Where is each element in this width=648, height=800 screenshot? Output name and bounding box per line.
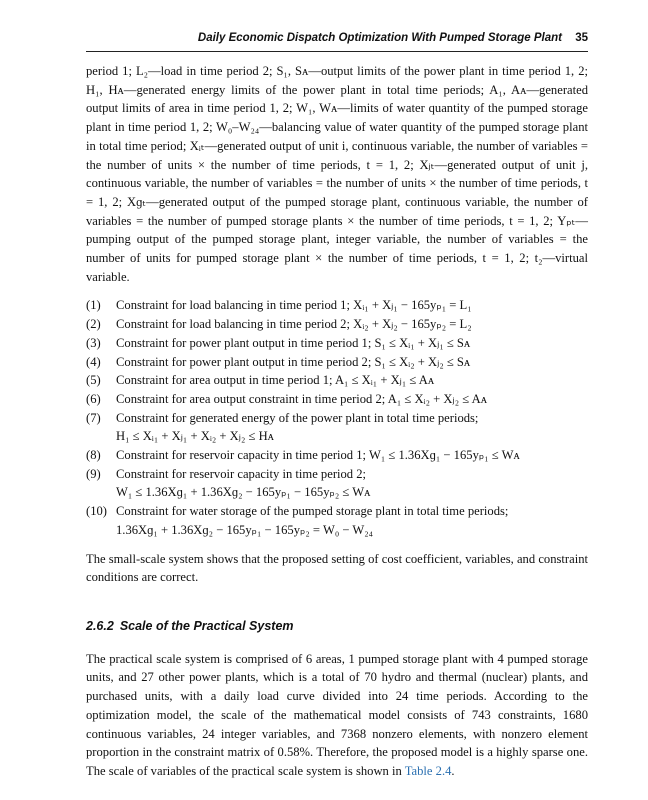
constraint-text: Constraint for power plant output in time period 2; S₁ ≤ Xᵢ₂ + Xⱼ₂ ≤ Sᴀ [116,354,471,369]
constraint-number: (6) [86,391,101,406]
constraint-item [86,315,588,334]
constraint-item [86,296,588,315]
variable-definitions: period 1; L₂—load in time period 2; S₁, Sᴀ—output limits of the power plant in time period 1, 2; H₁, Hᴀ—generated energy limits of the power plant in total time periods; A₁, Aᴀ—generated output limits of area in time period 1, 2; W₁, Wᴀ—limits of water quantity of the pumped storage plant in time period 1, 2; W₀–W₂₄—balancing value of water quantity of the pumped storage plant in total time period; Xᵢₜ—generated output of unit i, continuous variable, the number of variables = the number of units × the number of time periods, t = 1, 2; Xⱼₜ—generated output of unit j, continuous variable, the number of variables = the number of units × the number of time periods, t = 1, 2; Xɡₜ—generated output of the pumped storage plant, continuous variable, the number of variables = the number of pumped storage plants × the number of time periods, t = 1, 2; Yₚₜ—pumping output of the pumped storage plant, integer variable, the number of variables = the number of units for pumped storage plant × the number of time periods, t = 1, 2; t₂—virtual variable. [86,64,588,284]
constraint-text: Constraint for generated energy of the power plant in total time periods; [116,410,479,425]
constraint-text: Constraint for water storage of the pumped storage plant in total time periods; [116,504,509,519]
constraint-item [86,334,588,353]
constraint-number: (7) [86,410,101,425]
constraint-number: (9) [86,466,101,481]
constraint-number: (5) [86,373,101,388]
page-number: 35 [575,32,588,44]
constraint-number: (10) [86,504,107,519]
constraint-item [86,353,588,372]
constraint-text: Constraint for area output in time period 1; A₁ ≤ Xᵢ₁ + Xⱼ₁ ≤ Aᴀ [116,373,435,388]
constraint-text: Constraint for load balancing in time period 1; Xᵢ₁ + Xⱼ₁ − 165yₚ₁ = L₁ [116,298,472,313]
constraint-equation: 1.36Xɡ₁ + 1.36Xɡ₂ − 165yₚ₁ − 165yₚ₂ = W₀ − W₂₄ [116,522,374,537]
constraint-equation: H₁ ≤ Xᵢ₁ + Xⱼ₁ + Xᵢ₂ + Xⱼ₂ ≤ Hᴀ [116,429,274,444]
constraint-item [86,465,588,502]
constraint-number: (1) [86,298,101,313]
section-title: Scale of the Practical System [119,618,294,633]
practical-system-text: The practical scale system is comprised of 6 areas, 1 pumped storage plant with 4 pumped storage units, and 27 other power plants, which is a total of 70 hydro and thermal (nuclear) plants, and purchased units, with a daily load curve divided into 24 time periods. According to the optimization model, the scale of the mathematical model consists of 743 constraints, 1680 continuous variables, 24 integer variables, and 7368 nonzero elements, with nonzero element proportion in the constraint matrix of 0.58%. Therefore, the proposed model is a highly sparse one. The scale of variables of the practical scale system is shown in [86,651,588,778]
constraint-text: Constraint for reservoir capacity in time period 2; [116,466,367,481]
constraint-item [86,446,588,465]
constraint-text: Constraint for load balancing in time period 2; Xᵢ₂ + Xⱼ₂ − 165yₚ₂ = L₂ [116,317,472,332]
header-title: Daily Economic Dispatch Optimization With Pumped Storage Plant [197,32,562,44]
constraint-text: Constraint for area output constraint in time period 2; A₁ ≤ Xᵢ₂ + Xⱼ₂ ≤ Aᴀ [116,391,488,406]
constraint-number: (4) [86,354,101,369]
constraint-number: (8) [86,448,101,463]
constraint-text: Constraint for power plant output in time period 1; S₁ ≤ Xᵢ₁ + Xⱼ₁ ≤ Sᴀ [116,335,471,350]
section-number: 2.6.2 [86,618,114,633]
section-heading [86,617,588,636]
practical-system-paragraph [86,650,588,781]
constraint-equation: W₁ ≤ 1.36Xɡ₁ + 1.36Xɡ₂ − 165yₚ₁ − 165yₚ₂ ≤ Wᴀ [116,485,371,500]
constraint-item [86,502,588,539]
table-reference-suffix: . [451,763,455,778]
constraint-number: (2) [86,317,101,332]
conclusion-paragraph: The small-scale system shows that the proposed setting of cost coefficient, variables, and constraint conditions are correct. [86,551,588,585]
constraint-number: (3) [86,335,101,350]
constraint-text: Constraint for reservoir capacity in time period 1; W₁ ≤ 1.36Xɡ₁ − 165yₚ₁ ≤ Wᴀ [116,448,520,463]
constraint-item [86,390,588,409]
header-rule [86,51,588,52]
table-reference-link[interactable]: Table 2.4 [404,763,452,778]
running-header [86,32,588,50]
body-text [86,56,588,781]
constraint-item [86,409,588,446]
constraint-list [86,296,588,539]
constraint-item [86,371,588,390]
